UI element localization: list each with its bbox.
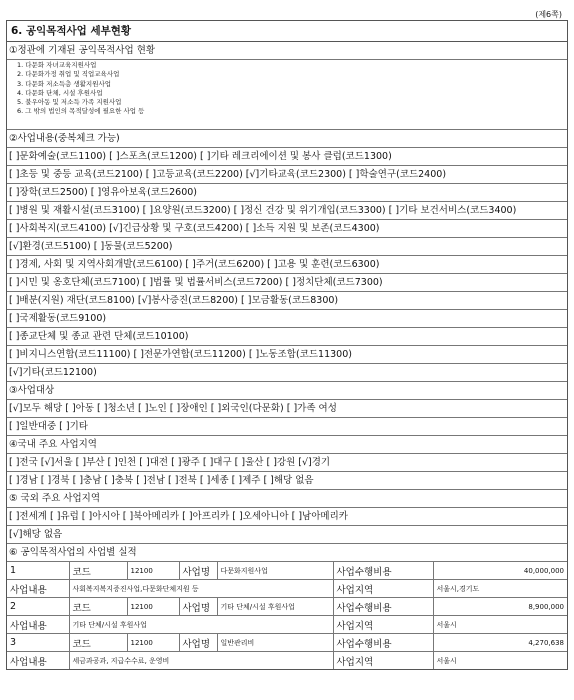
- cost-label: 사업수행비용: [333, 562, 433, 580]
- table-row: [7, 634, 567, 652]
- list-item: 1. 다문화 자녀교육지원사업: [17, 61, 97, 69]
- overseas-region-line: [ ]전세계 [ ]유럽 [ ]아시아 [ ]북아메리카 [ ]아프리카 [ ]오세아니아 [ ]남아메리카: [7, 508, 567, 526]
- business-type-line: [ ]시민 및 옹호단체(코드7100) [ ]법률 및 법률서비스(코드7200) [ ]정치단체(코드7300): [7, 274, 567, 292]
- business-type-line: [ ]배분(지원) 재단(코드8100) [√]봉사증진(코드8200) [ ]모금활동(코드8300): [7, 292, 567, 310]
- row-number: 1: [7, 562, 69, 580]
- business-type-line: [ ]문화예술(코드1100) [ ]스포츠(코드1200) [ ]기타 레크리에이션 및 봉사 클럽(코드1300): [7, 148, 567, 166]
- content-value: 세금과공과, 지급수수료, 운영비: [69, 652, 333, 670]
- row-number: 2: [7, 598, 69, 616]
- region-value: 서울시: [433, 652, 567, 670]
- region-label: 사업지역: [333, 616, 433, 634]
- section3-heading: ③사업대상: [7, 382, 567, 400]
- cost-value: 4,270,638: [433, 634, 567, 652]
- target-line: [ ]일반대중 [ ]기타: [7, 418, 567, 436]
- business-name-label: 사업명: [179, 634, 217, 652]
- table-row: [7, 580, 567, 598]
- table-row: [7, 616, 567, 634]
- overseas-region-line: [√]해당 없음: [7, 526, 567, 544]
- list-item: 2. 다문화가정 취업 및 직업교육사업: [17, 70, 120, 79]
- content-label: 사업내용: [7, 616, 69, 634]
- detail-form: [6, 20, 568, 670]
- domestic-region-line: [ ]전국 [√]서울 [ ]부산 [ ]인천 [ ]대전 [ ]광주 [ ]대구 [ ]울산 [ ]강원 [√]경기: [7, 454, 567, 472]
- form-number: (제6쪽): [535, 10, 562, 19]
- code-value: 12100: [127, 562, 179, 580]
- section6-heading: ⑥ 공익목적사업의 사업별 실적: [7, 544, 567, 562]
- content-value: 기타 단체/시설 후원사업: [69, 616, 333, 634]
- code-value: 12100: [127, 634, 179, 652]
- list-item: 5. 불우아동 및 저소득 가족 지원사업: [17, 98, 122, 107]
- code-label: 코드: [69, 634, 127, 652]
- section1-heading: ①정관에 기재된 공익목적사업 현황: [7, 42, 567, 60]
- code-label: 코드: [69, 562, 127, 580]
- cost-value: 8,900,000: [433, 598, 567, 616]
- business-name-value: 다문화지원사업: [217, 562, 333, 580]
- business-type-line: [ ]초등 및 중등 교육(코드2100) [ ]고등교육(코드2200) [√]기타교육(코드2300) [ ]학술연구(코드2400): [7, 166, 567, 184]
- business-type-line: [ ]장학(코드2500) [ ]영유아보육(코드2600): [7, 184, 567, 202]
- list-item: 6. 그 밖의 법인의 목적달성에 필요한 사업 등: [17, 107, 145, 116]
- business-name-value: 기타 단체/시설 후원사업: [217, 598, 333, 616]
- cost-label: 사업수행비용: [333, 598, 433, 616]
- business-type-line: [ ]국제활동(코드9100): [7, 310, 567, 328]
- target-line: [√]모두 해당 [ ]아동 [ ]청소년 [ ]노인 [ ]장애인 [ ]외국인(다문화) [ ]가족 여성: [7, 400, 567, 418]
- articles-business-list: [7, 60, 567, 130]
- section5-heading: ⑤ 국외 주요 사업지역: [7, 490, 567, 508]
- page-title: 6. 공익목적사업 세부현황: [7, 21, 567, 42]
- table-row: [7, 652, 567, 670]
- domestic-region-line: [ ]경남 [ ]경북 [ ]충남 [ ]충북 [ ]전남 [ ]전북 [ ]세종 [ ]제주 [ ]해당 없음: [7, 472, 567, 490]
- business-type-line: [ ]사회복지(코드4100) [√]긴급상황 및 구호(코드4200) [ ]소득 지원 및 보존(코드4300): [7, 220, 567, 238]
- business-type-line: [ ]병원 및 재활시설(코드3100) [ ]요양원(코드3200) [ ]정신 건강 및 위기개입(코드3300) [ ]기타 보건서비스(코드3400): [7, 202, 567, 220]
- business-type-line: [ ]종교단체 및 종교 관련 단체(코드10100): [7, 328, 567, 346]
- list-item: 4. 다문화 단체, 시설 후원사업: [17, 88, 103, 97]
- business-type-line: [√]기타(코드12100): [7, 364, 567, 382]
- business-type-line: [ ]경제, 사회 및 지역사회개발(코드6100) [ ]주거(코드6200) [ ]고용 및 훈련(코드6300): [7, 256, 567, 274]
- region-value: 서울시: [433, 616, 567, 634]
- content-label: 사업내용: [7, 580, 69, 598]
- business-type-line: [√]환경(코드5100) [ ]동물(코드5200): [7, 238, 567, 256]
- region-label: 사업지역: [333, 580, 433, 598]
- business-name-label: 사업명: [179, 598, 217, 616]
- content-label: 사업내용: [7, 652, 69, 670]
- code-value: 12100: [127, 598, 179, 616]
- cost-label: 사업수행비용: [333, 634, 433, 652]
- content-value: 사회복지복지증진사업,다문화단체지원 등: [69, 580, 333, 598]
- cost-value: 40,000,000: [433, 562, 567, 580]
- section2-heading: ②사업내용(중복체크 가능): [7, 130, 567, 148]
- region-value: 서울시,경기도: [433, 580, 567, 598]
- table-row: [7, 598, 567, 616]
- business-type-line: [ ]비지니스연합(코드11100) [ ]전문가연합(코드11200) [ ]노동조합(코드11300): [7, 346, 567, 364]
- list-item: 3. 다문화 저소득층 생활지원사업: [17, 79, 112, 88]
- business-name-label: 사업명: [179, 562, 217, 580]
- region-label: 사업지역: [333, 652, 433, 670]
- table-row: [7, 562, 567, 580]
- row-number: 3: [7, 634, 69, 652]
- business-name-value: 일반관리비: [217, 634, 333, 652]
- section4-heading: ④국내 주요 사업지역: [7, 436, 567, 454]
- performance-table: [7, 562, 567, 669]
- code-label: 코드: [69, 598, 127, 616]
